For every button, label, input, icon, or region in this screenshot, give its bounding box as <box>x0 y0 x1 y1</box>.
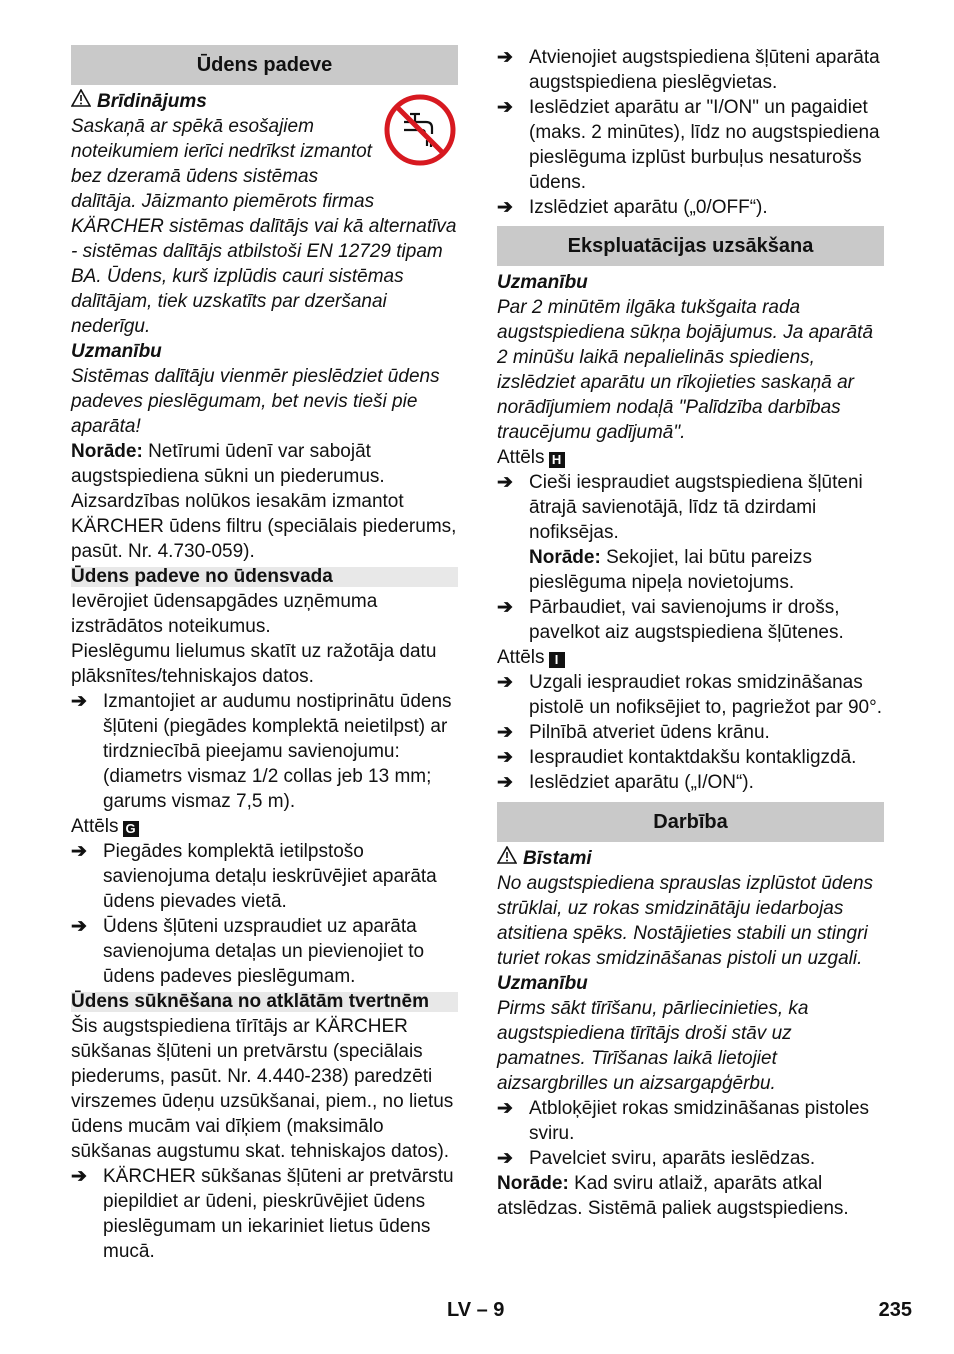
section-heading-operation: Darbība <box>497 802 884 842</box>
warning-triangle-icon <box>71 89 91 107</box>
list-item: ➔ Uzgali iespraudiet rokas smidzināšanas pistolē un nofiksējiet to, pagriežot par 90°. <box>497 672 882 718</box>
figure-reference-g: Attēls G <box>71 814 458 839</box>
caution-label: Uzmanību <box>497 973 588 994</box>
arrow-icon: ➔ <box>497 197 513 218</box>
page-label: LV – 9 <box>447 1299 505 1321</box>
danger-label: Bīstami <box>497 846 884 871</box>
list-item: ➔ Ieslēdziet aparātu ar "I/ON" un pagaidiet (maks. 2 minūtes), līdz no augstspiediena pieslēguma izplūst burbuļus nesaturošs ūdens. <box>497 97 880 193</box>
section-heading-start-up: Ekspluatācijas uzsākšana <box>497 226 884 266</box>
warning-text: Saskaņā ar spēkā esošajiem noteikumiem ierīci nedrīkst izmantot bez dzeramā ūdens sistēmas dalītāja. Jāizmanto piemērots firmas KÄRCHER sistēmas dalītājs vai kā alternatīva - sistēmas dalītājs atbilstoši EN 12729 tipam BA. Ūdens, kurš izplūdis cauri sistēmas dalītājam, tiek uzskatīts par dzeršanai nederīgu. <box>71 116 457 337</box>
arrow-icon: ➔ <box>497 472 513 493</box>
arrow-icon: ➔ <box>71 1166 87 1187</box>
no-drinking-water-icon <box>382 92 458 168</box>
caution-text: Par 2 minūtēm ilgāka tukšgaita rada augstspiediena sūkņa bojājumus. Ja aparātā 2 minūšu laikā nepalielinās spiediens, izslēdziet aparātu un rīkojieties saskaņā ar norādījumiem nodaļā "Palīdzība darbības traucējumu gadījumā". <box>497 297 874 443</box>
list-item: ➔ Pilnībā atveriet ūdens krānu. <box>497 722 770 743</box>
arrow-icon: ➔ <box>497 672 513 693</box>
subheading-open-containers: Ūdens sūknēšana no atklātām tvertnēm <box>71 992 458 1012</box>
arrow-icon: ➔ <box>497 747 513 768</box>
open-containers-paragraph: Šis augstspiediena tīrītājs ar KÄRCHER sūkšanas šļūteni un pretvārstu (speciālais piederums, pasūt. Nr. 4.440-238) paredzēti virszemes ūdeņu uzsūkšanai, piem., no lietus ūdens mucām vai dīķiem (maksimālo sūkšanas augstumu skat. tehniskajos datos). <box>71 1016 454 1162</box>
warning-triangle-icon <box>497 846 517 864</box>
mains-paragraph-1: Ievērojiet ūdensapgādes uzņēmuma izstrādātos noteikumus. <box>71 591 378 637</box>
arrow-icon: ➔ <box>497 47 513 68</box>
left-column <box>71 45 458 1264</box>
mains-paragraph-2: Pieslēgumu lielumus skatīt uz ražotāja datu plāksnītes/tehniskajos datos. <box>71 641 437 687</box>
warning-label: Brīdinājums <box>71 89 458 114</box>
subheading-mains-supply: Ūdens padeve no ūdensvada <box>71 567 458 587</box>
list-item: ➔ Atvienojiet augstspiediena šļūteni aparāta augstspiediena pieslēgvietas. <box>497 47 880 93</box>
section-heading-water-supply: Ūdens padeve <box>71 45 458 85</box>
note-paragraph: Norāde: Kad sviru atlaiž, aparāts atkal atslēdzas. Sistēmā paliek augstspiediens. <box>497 1173 849 1219</box>
list-item: ➔ Pavelciet sviru, aparāts ieslēdzas. <box>497 1148 816 1169</box>
danger-text: No augstspiediena sprauslas izplūstot ūdens strūklai, uz rokas smidzinātāju iedarbojas atsitiena spēks. Nostājieties stabili un stingri turiet rokas smidzināšanas pistoli un uzgali. <box>497 873 874 969</box>
list-item: ➔ Iespraudiet kontaktdakšu kontakligzdā. <box>497 747 857 768</box>
figure-reference-h: Attēls H <box>497 445 884 470</box>
list-item: ➔ Ieslēdziet aparātu („I/ON“). <box>497 772 754 793</box>
right-column <box>497 45 884 1221</box>
arrow-icon: ➔ <box>497 1098 513 1119</box>
arrow-icon: ➔ <box>71 691 87 712</box>
caution-label: Uzmanību <box>497 272 588 293</box>
arrow-icon: ➔ <box>497 772 513 793</box>
arrow-icon: ➔ <box>71 841 87 862</box>
note-paragraph: Norāde: Netīrumi ūdenī var sabojāt augstspiediena sūkni un piederumus. Aizsardzības nolūkos iesakām izmantot KÄRCHER ūdens filtru (speciālais piederums, pasūt. Nr. 4.730-059). <box>71 441 457 562</box>
list-item: ➔ Pārbaudiet, vai savienojums ir drošs, pavelkot aiz augstspiediena šļūtenes. <box>497 597 844 643</box>
list-item: ➔ Atbloķējiet rokas smidzināšanas pistoles sviru. <box>497 1098 870 1144</box>
arrow-icon: ➔ <box>71 916 87 937</box>
caution-text: Pirms sākt tīrīšanu, pārliecinieties, ka augstspiediena tīrītājs droši stāv uz pamatnes. Tīrīšanas laikā lietojiet aizsargbrilles un aizsargapģērbu. <box>497 998 809 1094</box>
arrow-icon: ➔ <box>497 1148 513 1169</box>
arrow-icon: ➔ <box>497 597 513 618</box>
caution-label: Uzmanību <box>71 341 162 362</box>
page-number: 235 <box>878 1299 912 1321</box>
list-item: ➔ Ūdens šļūteni uzspraudiet uz aparāta savienojuma detaļas un pievienojiet to ūdens padeves pieslēgumam. <box>71 916 425 987</box>
list-item: ➔ Izslēdziet aparātu („0/OFF“). <box>497 197 768 218</box>
figure-reference-i: Attēls I <box>497 645 884 670</box>
list-item: ➔ Izmantojiet ar audumu nostiprinātu ūdens šļūteni (piegādes komplektā neietilpst) ar tirdzniecībā pieejamu savienojumu: (diametrs vismaz 1/2 collas jeb 13 mm; garums vismaz 7,5 m). <box>71 691 452 812</box>
list-item: ➔ Cieši iespraudiet augstspiediena šļūteni ātrajā savienotājā, līdz tā dzirdami nofiksējas. Norāde: Sekojiet, lai būtu pareizs pieslēguma nipeļa novietojums. <box>497 472 863 593</box>
caution-text: Sistēmas dalītāju vienmēr pieslēdziet ūdens padeves pieslēgumam, bet nevis tieši pie aparāta! <box>71 366 440 437</box>
arrow-icon: ➔ <box>497 97 513 118</box>
arrow-icon: ➔ <box>497 722 513 743</box>
list-item: ➔ Piegādes komplektā ietilpstošo savienojuma detaļu ieskrūvējiet aparāta ūdens pievades vietā. <box>71 841 437 912</box>
list-item: ➔ KÄRCHER sūkšanas šļūteni ar pretvārstu piepildiet ar ūdeni, pieskrūvējiet ūdens pieslēgumam un iekariniet lietus ūdens mucā. <box>71 1166 454 1262</box>
